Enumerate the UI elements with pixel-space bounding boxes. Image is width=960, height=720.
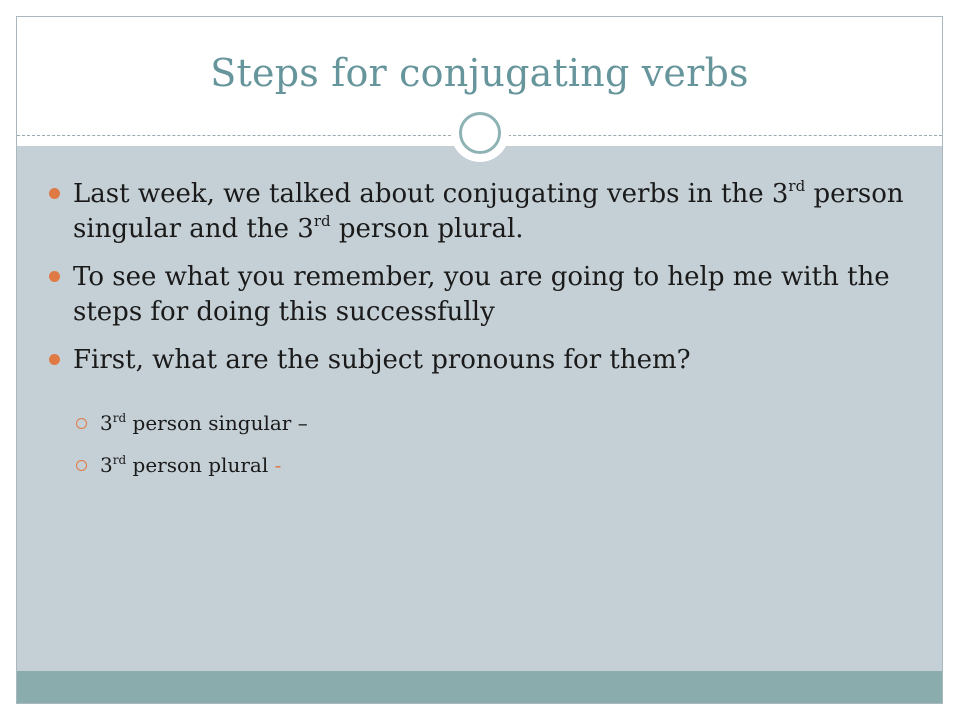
- sub-bullet-text: person singular –: [126, 411, 308, 435]
- sub-bullet-prefix: 3: [100, 411, 113, 435]
- footer-bar: [17, 671, 942, 704]
- bullet-dot-icon: [49, 354, 60, 365]
- superscript: rd: [788, 177, 806, 195]
- content-area: [17, 146, 942, 671]
- bullet-item: [43, 260, 913, 330]
- bullet-text: person singular and the 3: [73, 179, 904, 244]
- sub-bullet-item: [43, 451, 883, 479]
- bullet-item: [43, 343, 913, 378]
- bullet-list: [43, 177, 913, 386]
- sub-bullet-list: [43, 409, 883, 493]
- superscript: rd: [112, 453, 127, 467]
- sub-bullet-item: [43, 409, 883, 437]
- ring-ornament-icon: [451, 104, 509, 162]
- bullet-dot-icon: [49, 271, 60, 282]
- sub-bullet-prefix: 3: [100, 453, 113, 477]
- sub-bullet-accent: -: [274, 453, 282, 477]
- bullet-text: person plural.: [330, 214, 524, 244]
- bullet-dot-icon: [49, 188, 60, 199]
- bullet-item: [43, 177, 913, 247]
- hollow-circle-bullet-icon: [76, 418, 87, 429]
- bullet-text: First, what are the subject pronouns for them?: [73, 345, 691, 375]
- superscript: rd: [112, 411, 127, 425]
- ring-inner: [459, 112, 501, 154]
- superscript: rd: [313, 212, 331, 230]
- slide-title: Steps for conjugating verbs: [210, 51, 749, 95]
- slide: [16, 16, 943, 704]
- hollow-circle-bullet-icon: [76, 460, 87, 471]
- bullet-text: Last week, we talked about conjugating verbs in the 3: [73, 179, 789, 209]
- bullet-text: To see what you remember, you are going to help me with the steps for doing this successfully: [73, 262, 890, 327]
- sub-bullet-text: person plural: [126, 453, 275, 477]
